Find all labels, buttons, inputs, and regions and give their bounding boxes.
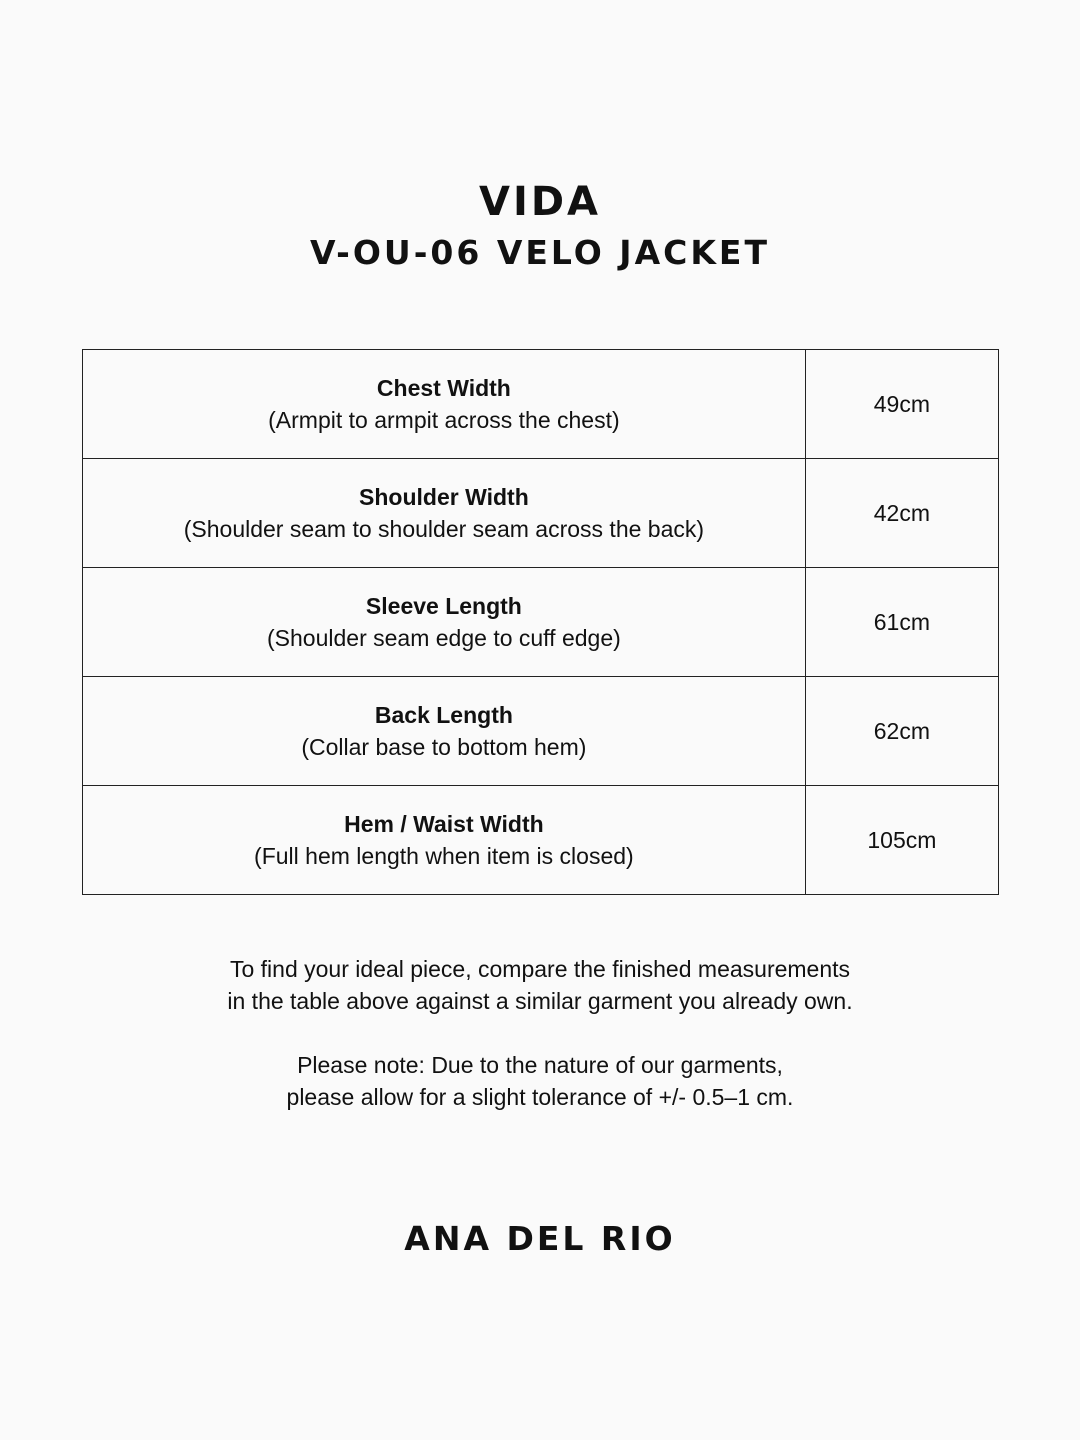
measurement-value: 62cm	[805, 677, 998, 786]
measurement-description: (Shoulder seam to shoulder seam across the back)	[183, 516, 705, 542]
measurement-description: (Full hem length when item is closed)	[254, 843, 634, 869]
table-row	[83, 677, 999, 786]
measurement-name: Shoulder Width	[359, 484, 529, 510]
measurement-description: (Shoulder seam edge to cuff edge)	[267, 625, 621, 651]
measurement-description: (Armpit to armpit across the chest)	[268, 407, 620, 433]
fit-note-line: To find your ideal piece, compare the finished measurements	[229, 956, 851, 982]
table-row	[83, 350, 999, 459]
measurement-label-cell	[83, 677, 806, 786]
size-chart-table	[82, 349, 999, 895]
measurement-name: Sleeve Length	[365, 593, 522, 619]
fit-note-line: in the table above against a similar garment you already own.	[227, 988, 853, 1014]
measurement-name: Chest Width	[376, 375, 511, 401]
table-row	[83, 786, 999, 895]
measurement-value: 105cm	[805, 786, 998, 895]
product-title: V-OU-06 VELO JACKET	[310, 233, 770, 272]
measurement-label-cell	[83, 350, 806, 459]
measurement-label-cell	[83, 459, 806, 568]
tolerance-note-line: Please note: Due to the nature of our garments,	[297, 1052, 783, 1078]
footer-brand: ANA DEL RIO	[404, 1219, 676, 1258]
measurement-value: 61cm	[805, 568, 998, 677]
measurement-value: 49cm	[805, 350, 998, 459]
tolerance-note	[0, 1049, 1080, 1113]
measurement-label-cell	[83, 568, 806, 677]
table-row	[83, 459, 999, 568]
brand-title: VIDA	[479, 179, 601, 225]
measurement-label-cell	[83, 786, 806, 895]
table-row	[83, 568, 999, 677]
measurement-description: (Collar base to bottom hem)	[301, 734, 587, 760]
measurement-name: Hem / Waist Width	[344, 811, 544, 837]
measurement-name: Back Length	[374, 702, 513, 728]
measurement-value: 42cm	[805, 459, 998, 568]
fit-guidance-note	[0, 953, 1080, 1017]
tolerance-note-line: please allow for a slight tolerance of +/- 0.5–1 cm.	[286, 1084, 794, 1110]
